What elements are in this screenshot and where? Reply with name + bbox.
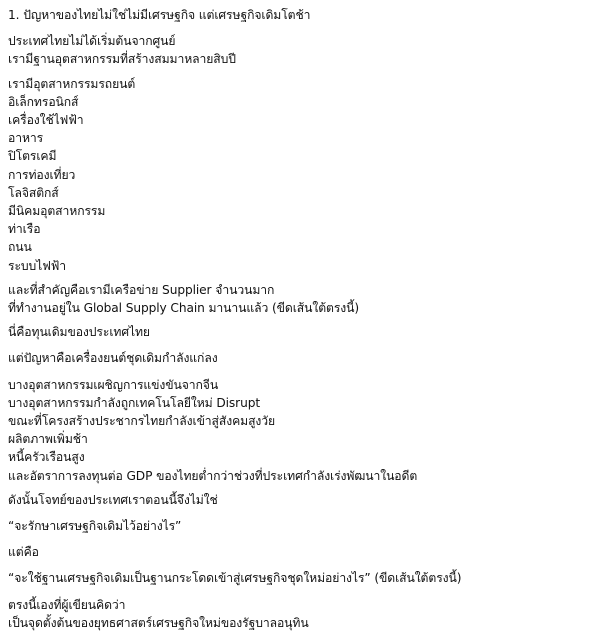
- text-line: นี่คือทุนเดิมของประเทศไทย: [8, 325, 150, 340]
- intro-paragraph: [8, 32, 603, 68]
- quote-1-paragraph: [8, 517, 603, 535]
- list-item: ท่าเรือ: [8, 222, 41, 237]
- text-line: ดังนั้นโจทย์ของประเทศเราตอนนี้จึงไม่ใช่: [8, 492, 218, 507]
- issues-list: [8, 376, 603, 485]
- list-item: ถนน: [8, 240, 32, 255]
- list-item: การท่องเที่ยว: [8, 167, 76, 182]
- section-heading-block: [8, 6, 603, 24]
- but-paragraph: [8, 543, 603, 561]
- problem-paragraph: [8, 349, 603, 367]
- list-item: เครื่องใช้ไฟฟ้า: [8, 113, 84, 128]
- text-line: แต่ปัญหาคือเครื่องยนต์ชุดเดิมกำลังแก่ลง: [8, 351, 218, 366]
- list-item: หนี้ครัวเรือนสูง: [8, 450, 85, 465]
- so-paragraph: [8, 491, 603, 509]
- list-item: ปิโตรเคมี: [8, 149, 57, 164]
- list-item: และอัตราการลงทุนต่อ GDP ของไทยต่ำกว่าช่วงที่ประเทศกำลังเร่งพัฒนาในอดีต: [8, 468, 418, 483]
- text-line: ที่ทำงานอยู่ใน Global Supply Chain มานานแล้ว (ขีดเส้นใต้ตรงนี้): [8, 301, 360, 316]
- quote-line: “จะรักษาเศรษฐกิจเดิมไว้อย่างไร”: [8, 519, 182, 534]
- list-item: อิเล็กทรอนิกส์: [8, 94, 79, 109]
- industries-list: [8, 75, 603, 275]
- list-item: เรามีอุตสาหกรรมรถยนต์: [8, 76, 136, 91]
- list-item: บางอุตสาหกรรมกำลังถูกเทคโนโลยีใหม่ Disrupt: [8, 395, 261, 410]
- list-item: บางอุตสาหกรรมเผชิญการแข่งขันจากจีน: [8, 377, 219, 392]
- list-item: อาหาร: [8, 131, 44, 146]
- closing-paragraph: [8, 596, 603, 632]
- capital-paragraph: [8, 323, 603, 341]
- quote-2-paragraph: [8, 569, 603, 587]
- list-item: ผลิตภาพเพิ่มช้า: [8, 432, 88, 447]
- list-item: ระบบไฟฟ้า: [8, 258, 66, 273]
- list-item: โลจิสติกส์: [8, 185, 59, 200]
- text-line: ตรงนี้เองที่ผู้เขียนคิดว่า: [8, 597, 126, 612]
- list-item: ขณะที่โครงสร้างประชากรไทยกำลังเข้าสู่สังคมสูงวัย: [8, 414, 276, 429]
- text-line: ประเทศไทยไม่ได้เริ่มต้นจากศูนย์: [8, 34, 176, 49]
- supplier-paragraph: [8, 281, 603, 317]
- section-heading: 1. ปัญหาของไทยไม่ใช่ไม่มีเศรษฐกิจ แต่เศรษฐกิจเดิมโตช้า: [8, 8, 311, 22]
- document-body: [8, 6, 603, 640]
- text-line: และที่สำคัญคือเรามีเครือข่าย Supplier จำนวนมาก: [8, 282, 275, 297]
- quote-line: “จะใช้ฐานเศรษฐกิจเดิมเป็นฐานกระโดดเข้าสู่เศรษฐกิจชุดใหม่อย่างไร” (ขีดเส้นใต้ตรงนี้): [8, 571, 462, 586]
- list-item: มีนิคมอุตสาหกรรม: [8, 204, 106, 219]
- text-line: เรามีฐานอุตสาหกรรมที่สร้างสมมาหลายสิบปี: [8, 52, 236, 67]
- text-line: เป็นจุดตั้งต้นของยุทธศาสตร์เศรษฐกิจใหม่ของรัฐบาลอนุทิน: [8, 615, 309, 630]
- text-line: แต่คือ: [8, 545, 39, 560]
